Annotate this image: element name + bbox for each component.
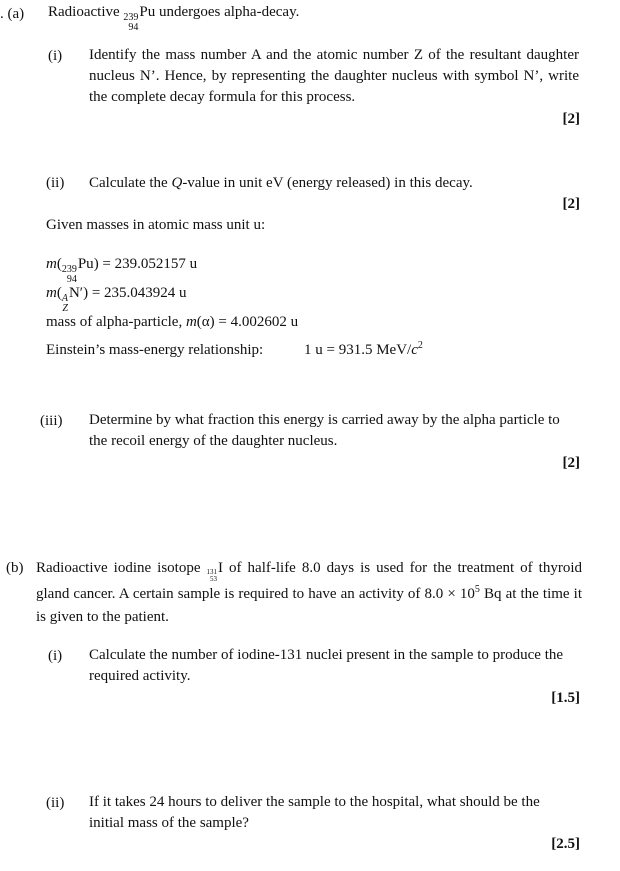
b-i-question: Calculate the number of iodine-131 nuclei present in the sample to produce the required activity. — [89, 647, 564, 684]
a-ii-marks: [2] — [562, 196, 580, 212]
given-n-mass: m( A Z N′) = 235.043924 u — [46, 285, 187, 314]
a-i-number: (i) — [48, 48, 63, 64]
part-b-number: (b) — [6, 560, 24, 576]
given-einstein: Einstein’s mass-energy relationship: — [46, 342, 264, 358]
pu-symbol: Pu — [139, 4, 156, 20]
einstein-value: 1 u = 931.5 MeV/$c^2$ — [304, 340, 423, 358]
a-iii-question: Determine by what fraction this energy is carried away by the alpha particle to the recoil energy of the daughter nucleus. — [89, 412, 560, 449]
pu-nuclide: 239 94 — [123, 12, 139, 33]
part-b-intro: Radioactive iodine isotope — [36, 560, 207, 576]
given-pu-nuclide: 239 94 — [61, 264, 77, 285]
b-i-number: (i) — [48, 648, 63, 664]
part-a-intro-end: undergoes alpha-decay. — [158, 4, 300, 20]
b-ii-number: (ii) — [46, 795, 65, 811]
b-ii-marks: [2.5] — [551, 836, 580, 852]
a-ii-question: Calculate the Q-value in unit eV (energy released) in this decay. — [89, 175, 473, 191]
part-b-text: Radioactive iodine isotope 131 53 I of half-life 8.0 days is used for the treatment of thyroid gland cancer. A certain sample is required to have an activity of $8.0 \times 10^5$ Bq at the time it is given to the patient. — [36, 560, 583, 625]
given-n-nuclide: A Z — [61, 293, 68, 314]
given-pu-mass: m( 239 94 Pu) = 239.052157 u — [46, 256, 198, 285]
q-symbol: Q — [171, 175, 183, 191]
b-i-marks: [1.5] — [551, 690, 580, 706]
iodine-nuclide: 131 53 — [206, 568, 218, 583]
b-ii-question: If it takes 24 hours to deliver the sample to the hospital, what should be the initial mass of the sample? — [89, 794, 540, 831]
iodine-symbol: I — [218, 560, 224, 576]
part-a-number: . (a) — [0, 6, 25, 22]
activity-exponent: 5 — [474, 584, 480, 595]
part-a-intro: Radioactive — [48, 4, 120, 20]
a-iii-number: (iii) — [40, 413, 63, 429]
given-label: Given masses in atomic mass unit u: — [46, 217, 266, 233]
given-alpha-mass: mass of alpha-particle, m(α) = 4.002602 u — [46, 314, 299, 330]
a-ii-number: (ii) — [46, 175, 65, 191]
part-a-heading — [48, 4, 299, 33]
a-i-question: Identify the mass number A and the atomic number Z of the resultant daughter nucleus N’. Hence, by representing the daughter nucleus with symbol N’, write the complete decay formula for this process. — [89, 47, 579, 105]
a-iii-marks: [2] — [562, 455, 580, 471]
a-i-marks: [2] — [562, 111, 580, 127]
